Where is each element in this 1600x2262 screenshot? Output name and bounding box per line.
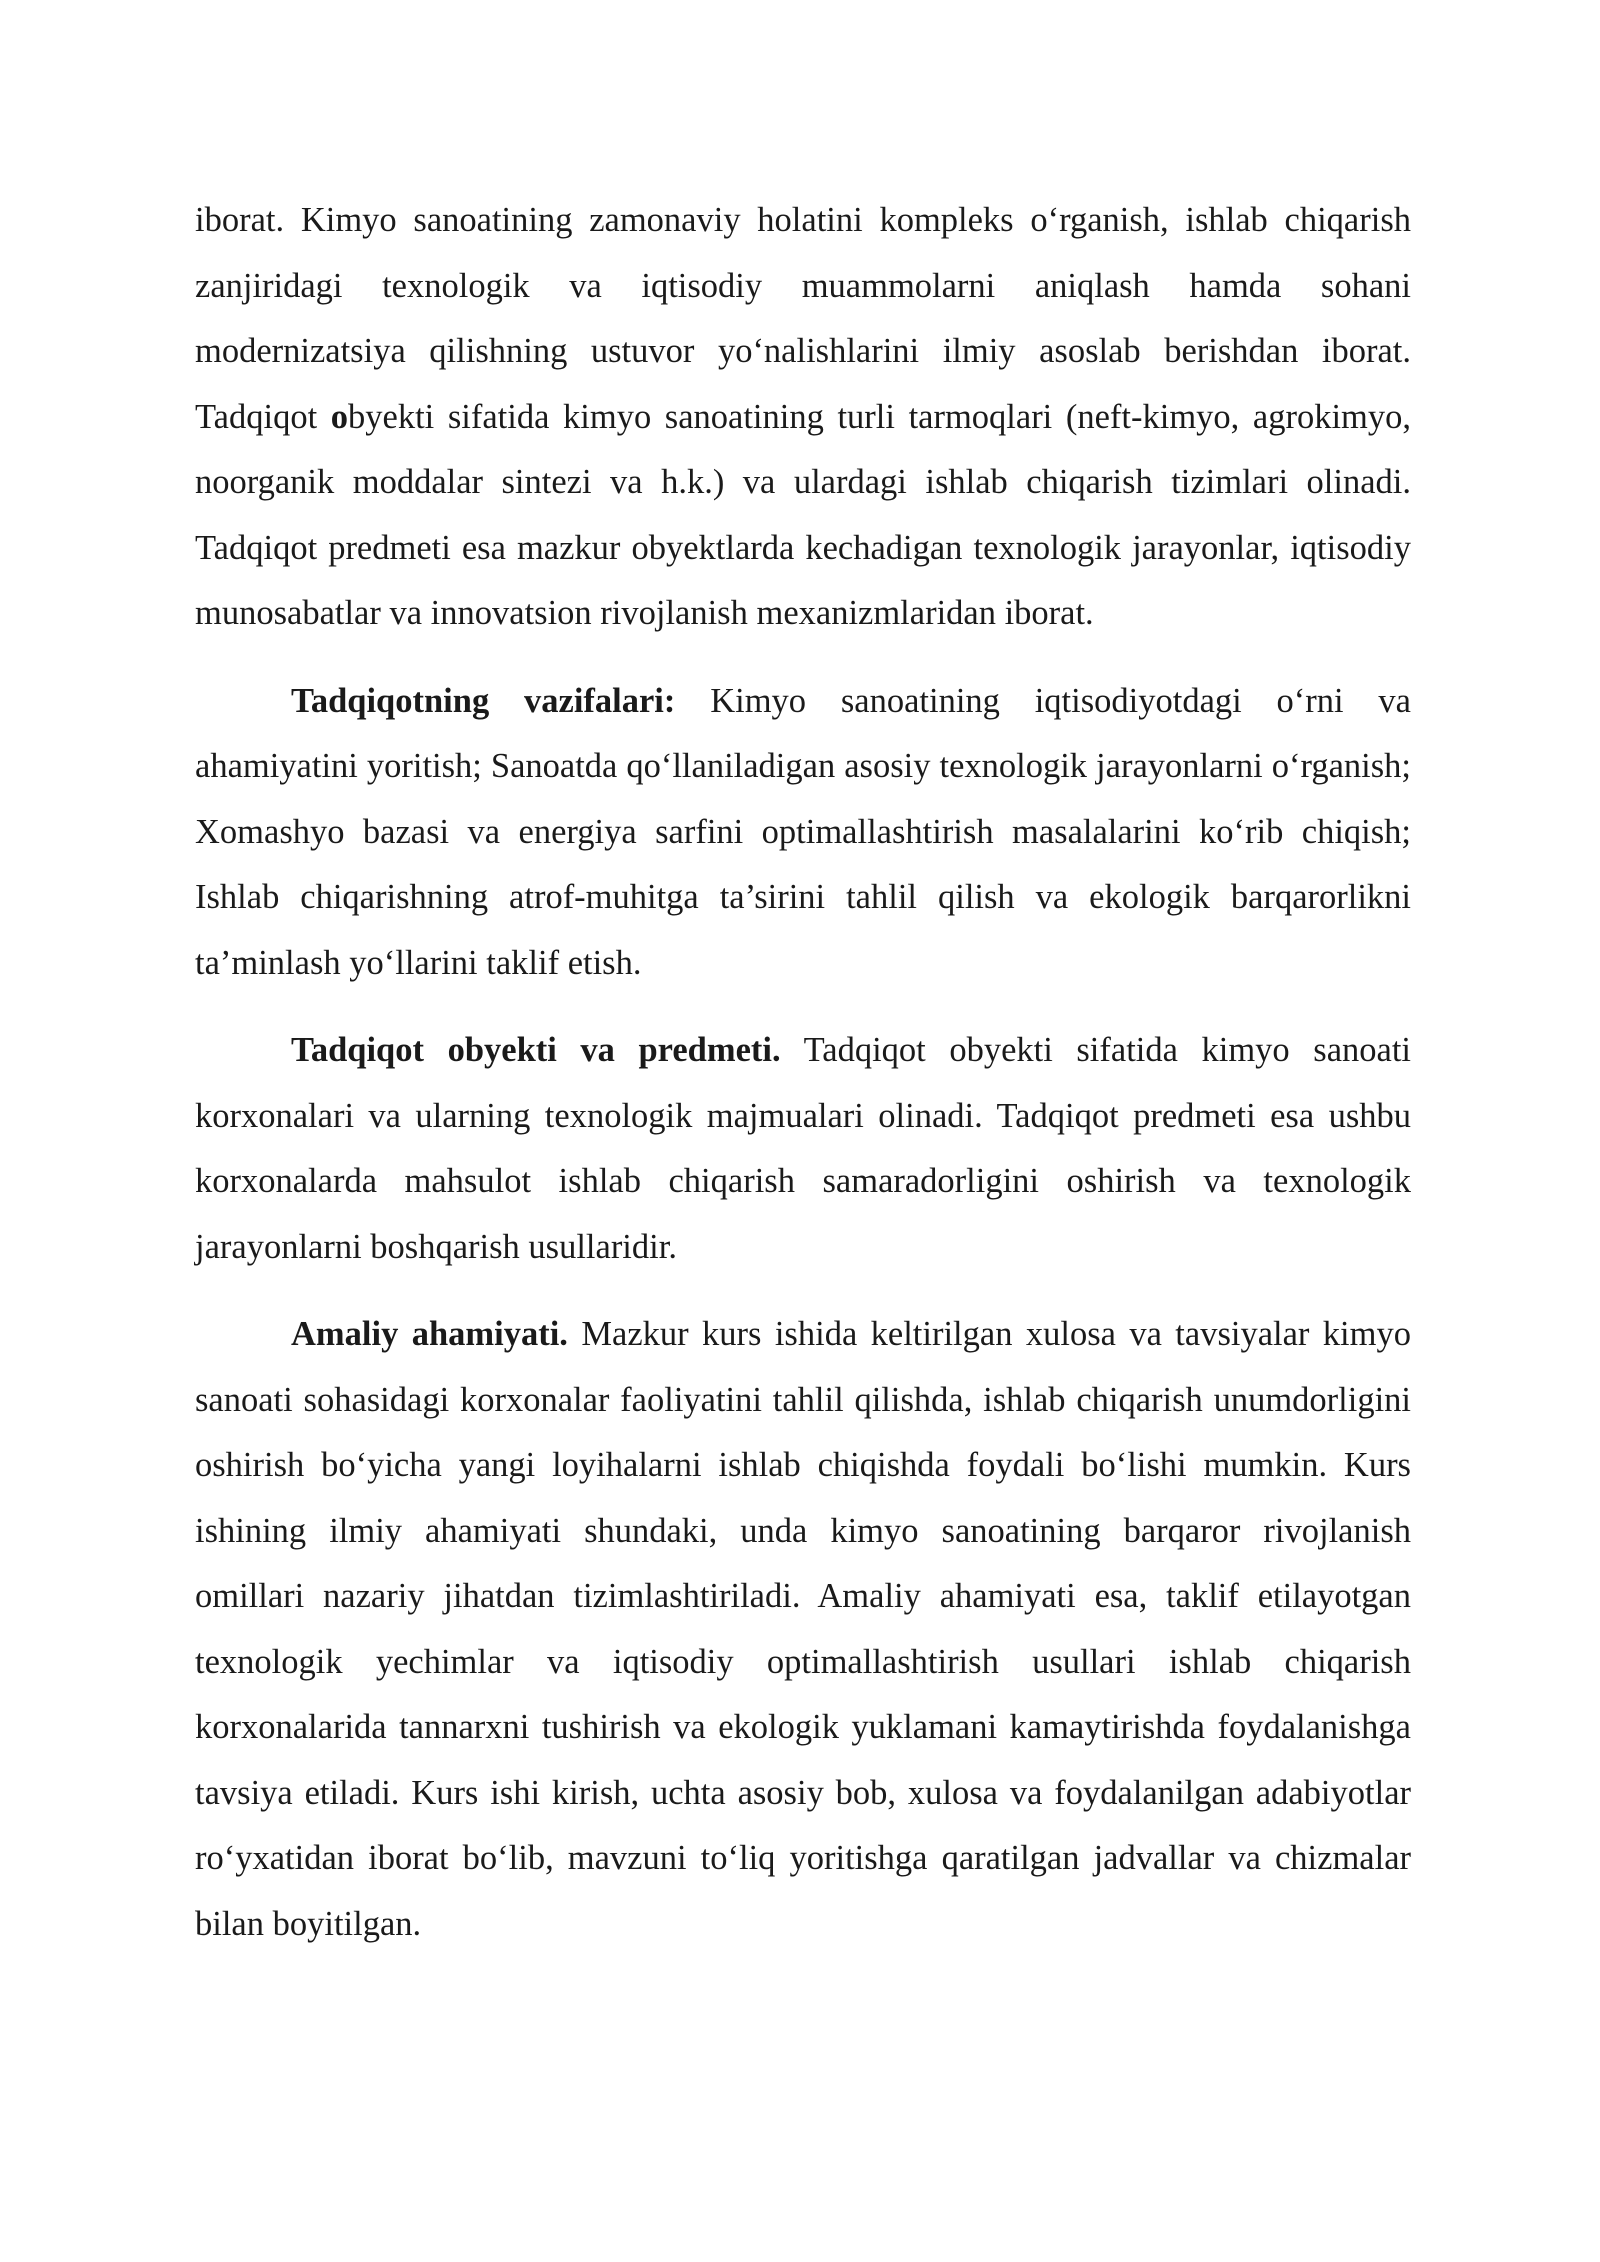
paragraph-text: iborat. Kimyo sanoatining zamonaviy holatini kompleks o‘rganish, ishlab chiqarish zanjiridagi texnologik va iqtisodiy muammolarni aniqlash hamda sohani modernizatsiya qilishning ustuvor yo‘nalishlarini ilmiy asoslab berishdan iborat. Tadqiqot	[195, 201, 1411, 436]
paragraph-text: byekti sifatida kimyo sanoatining turli tarmoqlari (neft-kimyo, agrokimyo, noorganik moddalar sintezi va h.k.) va ulardagi ishlab chiqarish tizimlari olinadi. Tadqiqot predmeti esa mazkur obyektlarda kechadigan texnologik jarayonlar, iqtisodiy munosabatlar va innovatsion rivojlanish mexanizmlaridan iborat.	[195, 397, 1411, 632]
paragraph-text: Kimyo sanoatining iqtisodiyotdagi o‘rni va ahamiyatini yoritish; Sanoatda qo‘llaniladigan asosiy texnologik jarayonlarni o‘rganish; Xomashyo bazasi va energiya sarfini optimallashtirish masalalarini ko‘rib chiqish; Ishlab chiqarishning atrof-muhitga ta’sirini tahlil qilish va ekologik barqarorlikni ta’minlash yo‘llarini taklif etish.	[195, 681, 1411, 982]
paragraph-heading-tasks: Tadqiqotning vazifalari:	[291, 681, 676, 720]
paragraph-text: Mazkur kurs ishida keltirilgan xulosa va tavsiyalar kimyo sanoati sohasidagi korxonalar faoliyatini tahlil qilishda, ishlab chiqarish unumdorligini oshirish bo‘yicha yangi loyihalarni ishlab chiqishda foydali bo‘lishi mumkin. Kurs ishining ilmiy ahamiyati shundaki, unda kimyo sanoatining barqaror rivojlanish omillari nazariy jihatdan tizimlashtiriladi. Amaliy ahamiyati esa, taklif etilayotgan texnologik yechimlar va iqtisodiy optimallashtirish usullari ishlab chiqarish korxonalarida tannarxni tushirish va ekologik yuklamani kamaytirishda foydalanishga tavsiya etiladi. Kurs ishi kirish, uchta asosiy bob, xulosa va foydalanilgan adabiyotlar ro‘yxatidan iborat bo‘lib, mavzuni to‘liq yoritishga qaratilgan jadvallar va chizmalar bilan boyitilgan.	[195, 1315, 1411, 1943]
paragraph-continuation	[195, 188, 1411, 647]
paragraph-text: Tadqiqot obyekti sifatida kimyo sanoati korxonalari va ularning texnologik majmualari olinadi. Tadqiqot predmeti esa ushbu korxonalarda mahsulot ishlab chiqarish samaradorligini oshirish va texnologik jarayonlarni boshqarish usullaridir.	[195, 1031, 1411, 1266]
body-text	[195, 188, 1411, 1957]
paragraph-heading-object-subject: Tadqiqot obyekti va predmeti.	[291, 1031, 781, 1069]
paragraph-practical-significance	[195, 1302, 1411, 1957]
paragraph-object-subject	[195, 1018, 1411, 1280]
paragraph-heading-practical-significance: Amaliy ahamiyati.	[291, 1315, 568, 1353]
bold-letter: o	[330, 397, 349, 436]
paragraph-tasks	[195, 669, 1411, 997]
